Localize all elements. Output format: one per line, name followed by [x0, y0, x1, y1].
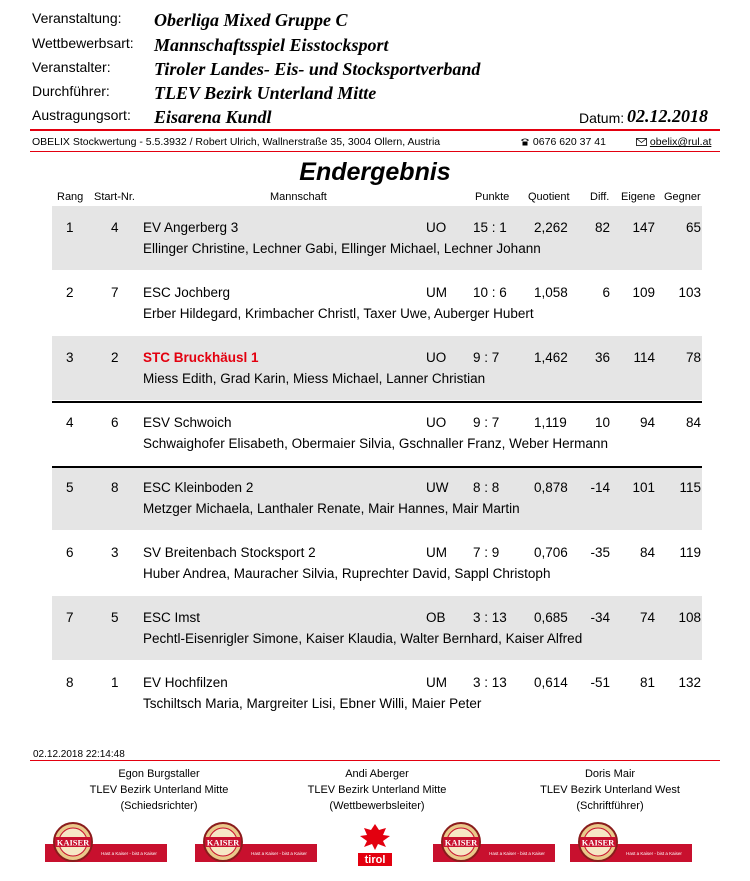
rank-cell: 1 — [66, 220, 74, 235]
start-number-cell: 1 — [111, 675, 119, 690]
sponsor-name: KAISER — [206, 837, 240, 848]
opponent-score-cell: 132 — [678, 675, 701, 690]
player-list: Pechtl-Eisenrigler Simone, Kaiser Klaudia, Walter Bernhard, Kaiser Alfred — [143, 631, 583, 646]
signature-name: Doris Mair — [584, 768, 636, 780]
datum-label: Datum: — [579, 110, 625, 126]
meta-label: Veranstaltung: — [32, 10, 122, 26]
rank-cell: 5 — [66, 480, 74, 495]
email-contact[interactable] — [636, 136, 711, 148]
print-timestamp: 02.12.2018 22:14:48 — [33, 749, 125, 760]
quotient-cell: 2,262 — [534, 220, 568, 235]
signature-schiedsrichter — [49, 766, 269, 814]
software-credit: OBELIX Stockwertung - 5.5.3932 / Robert Ulrich, Wallnerstraße 35, 3004 Ollern, Austria — [32, 136, 441, 148]
quotient-cell: 1,462 — [534, 350, 568, 365]
meta-label: Austragungsort: — [32, 107, 131, 123]
points-cell: 3 : 13 — [473, 610, 507, 625]
points-cell: 9 : 7 — [473, 350, 500, 365]
district-cell: UO — [426, 220, 447, 235]
player-list: Miess Edith, Grad Karin, Miess Michael, Lanner Christian — [143, 371, 486, 386]
quotient-cell: 0,685 — [534, 610, 568, 625]
rank-cell: 6 — [66, 545, 74, 560]
start-number-cell: 8 — [111, 480, 119, 495]
mail-icon — [636, 138, 647, 146]
difference-cell: 82 — [594, 220, 610, 235]
col-eigene: Eigene — [621, 191, 656, 203]
table-row — [52, 466, 702, 530]
start-number-cell: 5 — [111, 610, 119, 625]
district-cell: UM — [426, 675, 447, 690]
orgline-divider — [30, 151, 720, 152]
difference-cell: 36 — [594, 350, 610, 365]
rank-cell: 8 — [66, 675, 74, 690]
team-name: STC Bruckhäusl 1 — [143, 350, 259, 365]
tirol-eagle-icon — [348, 822, 402, 868]
points-cell: 8 : 8 — [473, 480, 500, 495]
signature-role: (Schiedsrichter) — [120, 800, 198, 812]
separator-line — [52, 401, 702, 403]
sponsor-name: KAISER — [56, 837, 90, 848]
col-mannschaft: Mannschaft — [270, 191, 327, 203]
footer-divider — [30, 760, 720, 761]
sponsor-name: KAISER — [444, 837, 478, 848]
signature-org: TLEV Bezirk Unterland Mitte — [307, 784, 447, 796]
team-name: SV Breitenbach Stocksport 2 — [143, 545, 316, 560]
phone-icon — [520, 137, 530, 146]
difference-cell: -35 — [590, 545, 610, 560]
sponsor-name: KAISER — [581, 837, 615, 848]
signature-name: Andi Aberger — [345, 768, 409, 780]
difference-cell: 10 — [594, 415, 610, 430]
opponent-score-cell: 103 — [678, 285, 701, 300]
team-name: ESC Kleinboden 2 — [143, 480, 254, 495]
table-row — [52, 661, 702, 725]
kaiser-beer-logo — [570, 822, 692, 864]
team-name: ESV Schwoich — [143, 415, 232, 430]
own-score-cell: 81 — [639, 675, 655, 690]
own-score-cell: 114 — [633, 350, 655, 365]
table-row — [52, 401, 702, 465]
meta-label: Durchführer: — [32, 83, 110, 99]
meta-value: TLEV Bezirk Unterland Mitte — [154, 83, 377, 103]
team-name: EV Hochfilzen — [143, 675, 228, 690]
rank-cell: 3 — [66, 350, 74, 365]
tirol-logo — [348, 822, 402, 868]
own-score-cell: 94 — [639, 415, 655, 430]
district-cell: UO — [426, 415, 447, 430]
signature-role: (Wettbewerbsleiter) — [329, 800, 425, 812]
page-title: Endergebnis — [299, 158, 451, 186]
col-gegner: Gegner — [664, 191, 701, 203]
player-list: Huber Andrea, Mauracher Silvia, Ruprechter David, Sappl Christoph — [143, 566, 551, 581]
points-cell: 7 : 9 — [473, 545, 500, 560]
signature-org: TLEV Bezirk Unterland West — [540, 784, 680, 796]
player-list: Tschiltsch Maria, Margreiter Lisi, Ebner Willi, Maier Peter — [143, 696, 482, 711]
quotient-cell: 0,878 — [534, 480, 568, 495]
col-diff: Diff. — [590, 191, 610, 203]
signature-name: Egon Burgstaller — [118, 768, 200, 780]
start-number-cell: 7 — [111, 285, 119, 300]
player-list: Schwaighofer Elisabeth, Obermaier Silvia, Gschnaller Franz, Weber Hermann — [143, 436, 608, 451]
player-list: Metzger Michaela, Lanthaler Renate, Mair Hannes, Mair Martin — [143, 501, 520, 516]
kaiser-beer-logo — [433, 822, 555, 864]
points-cell: 10 : 6 — [473, 285, 507, 300]
rank-cell: 2 — [66, 285, 74, 300]
col-punkte: Punkte — [475, 191, 510, 203]
opponent-score-cell: 78 — [685, 350, 701, 365]
meta-label: Veranstalter: — [32, 59, 111, 75]
col-start-nr: Start-Nr. — [94, 191, 135, 203]
table-row — [52, 596, 702, 660]
tirol-logo-text: tirol — [364, 854, 386, 866]
meta-value: Tiroler Landes- Eis- und Stocksportverband — [154, 59, 481, 79]
sponsor-slogan: Hast a Kaiser - bist a Kaiser — [101, 851, 157, 856]
meta-value: Oberliga Mixed Gruppe C — [154, 10, 348, 30]
header-divider — [30, 129, 720, 131]
table-row — [52, 206, 702, 270]
district-cell: UM — [426, 285, 447, 300]
email-link[interactable]: obelix@rul.at — [649, 136, 712, 148]
separator-line — [52, 466, 702, 468]
own-score-cell: 84 — [639, 545, 655, 560]
difference-cell: 6 — [602, 285, 610, 300]
signature-schriftfuehrer — [500, 766, 720, 814]
opponent-score-cell: 115 — [679, 480, 701, 495]
col-quotient: Quotient — [528, 191, 570, 203]
signature-role: (Schriftführer) — [576, 800, 644, 812]
col-rang: Rang — [57, 191, 84, 203]
start-number-cell: 2 — [111, 350, 119, 365]
datum-value: 02.12.2018 — [627, 106, 708, 126]
phone-contact — [520, 136, 606, 148]
kaiser-beer-logo — [195, 822, 317, 864]
meta-value: Mannschaftsspiel Eisstocksport — [154, 35, 389, 55]
player-list: Ellinger Christine, Lechner Gabi, Ellinger Michael, Lechner Johann — [143, 241, 541, 256]
signature-org: TLEV Bezirk Unterland Mitte — [89, 784, 229, 796]
meta-value: Eisarena Kundl — [154, 107, 272, 127]
quotient-cell: 0,614 — [534, 675, 568, 690]
team-name: ESC Imst — [143, 610, 201, 625]
start-number-cell: 6 — [111, 415, 119, 430]
rank-cell: 4 — [66, 415, 74, 430]
points-cell: 9 : 7 — [473, 415, 500, 430]
team-name: ESC Jochberg — [143, 285, 231, 300]
opponent-score-cell: 108 — [678, 610, 701, 625]
start-number-cell: 4 — [111, 220, 119, 235]
table-row — [52, 336, 702, 400]
sponsor-slogan: Hast a Kaiser - bist a Kaiser — [489, 851, 545, 856]
opponent-score-cell: 65 — [685, 220, 701, 235]
player-list: Erber Hildegard, Krimbacher Christl, Taxer Uwe, Auberger Hubert — [143, 306, 534, 321]
sponsor-slogan: Hast a Kaiser - bist a Kaiser — [626, 851, 682, 856]
district-cell: UM — [426, 545, 447, 560]
kaiser-beer-logo — [45, 822, 167, 864]
opponent-score-cell: 84 — [685, 415, 701, 430]
signature-wettbewerbsleiter — [267, 766, 487, 814]
quotient-cell: 1,058 — [534, 285, 568, 300]
district-cell: UW — [426, 480, 449, 495]
table-row — [52, 271, 702, 335]
opponent-score-cell: 119 — [679, 545, 701, 560]
own-score-cell: 101 — [632, 480, 655, 495]
table-row — [52, 531, 702, 595]
difference-cell: -51 — [590, 675, 610, 690]
quotient-cell: 0,706 — [534, 545, 568, 560]
start-number-cell: 3 — [111, 545, 119, 560]
own-score-cell: 74 — [639, 610, 655, 625]
points-cell: 3 : 13 — [473, 675, 507, 690]
own-score-cell: 109 — [632, 285, 655, 300]
rank-cell: 7 — [66, 610, 74, 625]
district-cell: UO — [426, 350, 447, 365]
meta-label: Wettbewerbsart: — [32, 35, 134, 51]
own-score-cell: 147 — [632, 220, 655, 235]
difference-cell: -34 — [590, 610, 610, 625]
points-cell: 15 : 1 — [473, 220, 507, 235]
sponsor-slogan: Hast a Kaiser - bist a Kaiser — [251, 851, 307, 856]
phone-number: 0676 620 37 41 — [532, 136, 606, 148]
quotient-cell: 1,119 — [534, 415, 567, 430]
district-cell: OB — [426, 610, 446, 625]
difference-cell: -14 — [590, 480, 610, 495]
team-name: EV Angerberg 3 — [143, 220, 239, 235]
